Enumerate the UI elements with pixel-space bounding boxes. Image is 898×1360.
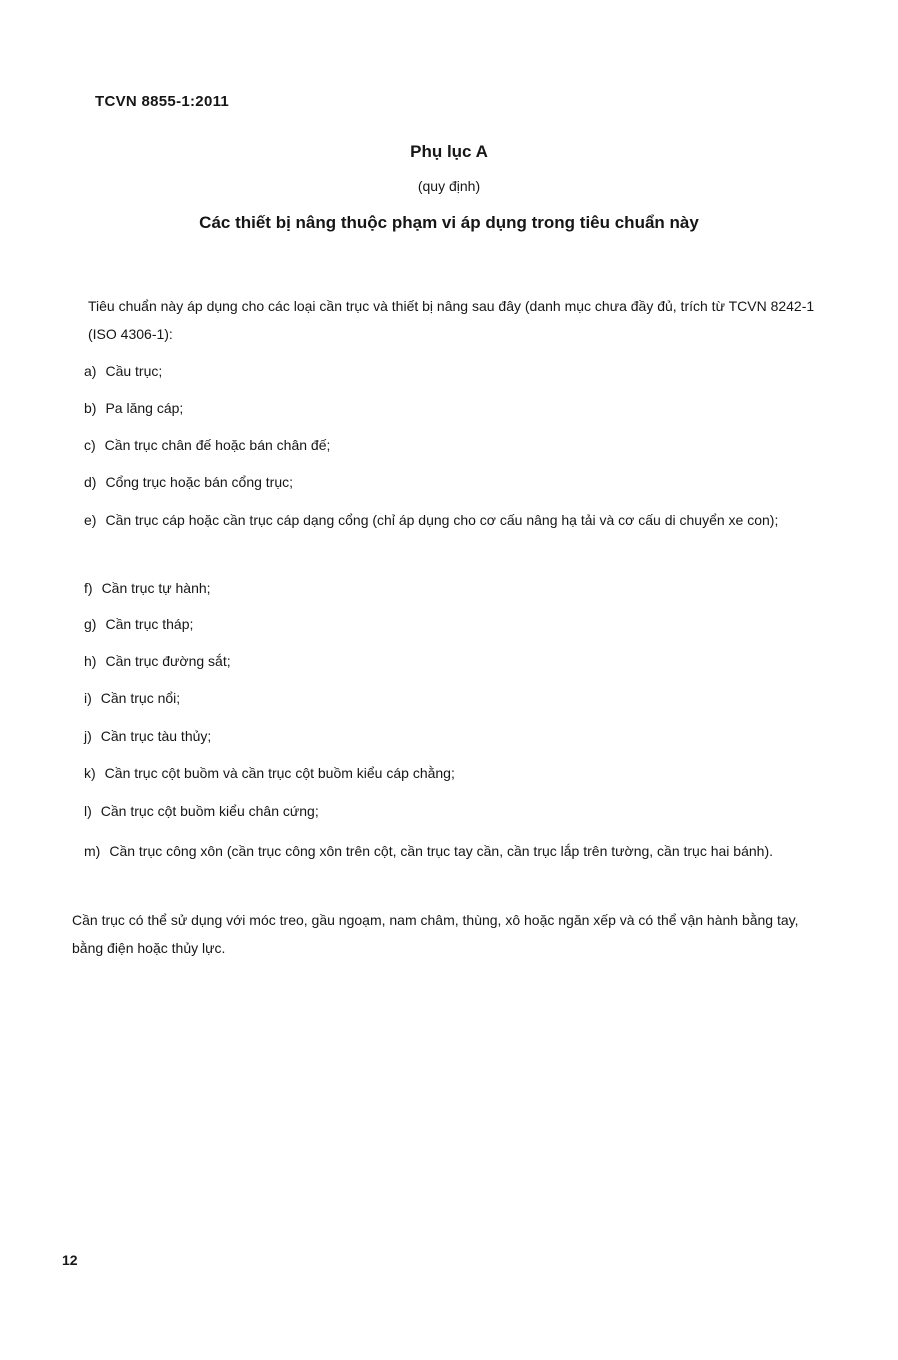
list-item-label: a)	[84, 363, 97, 379]
list-item	[84, 759, 816, 787]
list-item-text: Cần trục đường sắt;	[105, 653, 231, 669]
list-item-label: b)	[84, 400, 97, 416]
list-item-label: l)	[84, 803, 92, 819]
list-item-label: g)	[84, 616, 97, 632]
list-item-text: Pa lăng cáp;	[105, 400, 184, 416]
list-item-text: Cổng trục hoặc bán cổng trục;	[105, 474, 294, 490]
list-item-label: h)	[84, 653, 97, 669]
list-item-label: i)	[84, 690, 92, 706]
list-item	[84, 647, 816, 675]
list-item-text: Cần trục nổi;	[100, 690, 181, 706]
page-number: 12	[62, 1252, 78, 1268]
list-item-text: Cần trục tàu thủy;	[100, 728, 212, 744]
list-item	[84, 394, 816, 422]
list-item	[84, 506, 816, 534]
list-item	[84, 722, 816, 750]
list-item-label: e)	[84, 512, 97, 528]
list-item-label: c)	[84, 437, 96, 453]
list-item-label: f)	[84, 580, 93, 596]
list-item	[84, 431, 816, 459]
list-item-text: Cần trục cột buồm và cần trục cột buồm kiểu cáp chằng;	[104, 765, 455, 781]
list-item-label: j)	[84, 728, 92, 744]
closing-paragraph: Cần trục có thể sử dụng với móc treo, gầu ngoạm, nam châm, thùng, xô hoặc ngăn xếp và có thể vận hành bằng tay, bằng điện hoặc thủy lực.	[72, 912, 799, 956]
list-item-text: Cần trục chân đế hoặc bán chân đế;	[104, 437, 331, 453]
standard-code: TCVN 8855-1:2011	[95, 93, 230, 110]
list-item-text: Cần trục cáp hoặc cần trục cáp dạng cổng (chỉ áp dụng cho cơ cấu nâng hạ tải và cơ cấu di chuyển xe con);	[105, 512, 779, 528]
annex-title: Phụ lục A	[410, 142, 488, 161]
list-item-text: Cần trục cột buồm kiểu chân cứng;	[100, 803, 319, 819]
list-item-text: Cần trục công xôn (cần trục công xôn trên cột, cần trục tay cần, cần trục lắp trên tường, cần trục hai bánh).	[109, 843, 774, 859]
annex-type: (quy định)	[417, 178, 481, 194]
list-item-label: m)	[84, 843, 101, 859]
list-item-text: Cầu trục;	[105, 363, 163, 379]
list-item	[84, 684, 816, 712]
annex-heading: Các thiết bị nâng thuộc phạm vi áp dụng trong tiêu chuẩn này	[199, 213, 699, 232]
list-item	[84, 797, 816, 825]
list-item-label: k)	[84, 765, 96, 781]
list-item-label: d)	[84, 474, 97, 490]
list-item	[84, 610, 816, 638]
list-item	[84, 357, 816, 385]
list-item	[84, 837, 816, 865]
list-item	[84, 468, 816, 496]
list-item-text: Cần trục tự hành;	[101, 580, 211, 596]
list-item	[84, 574, 816, 602]
intro-paragraph: Tiêu chuẩn này áp dụng cho các loại cần trục và thiết bị nâng sau đây (danh mục chưa đầy đủ, trích từ TCVN 8242-1 (ISO 4306-1):	[88, 298, 815, 342]
list-item-text: Cần trục tháp;	[105, 616, 194, 632]
